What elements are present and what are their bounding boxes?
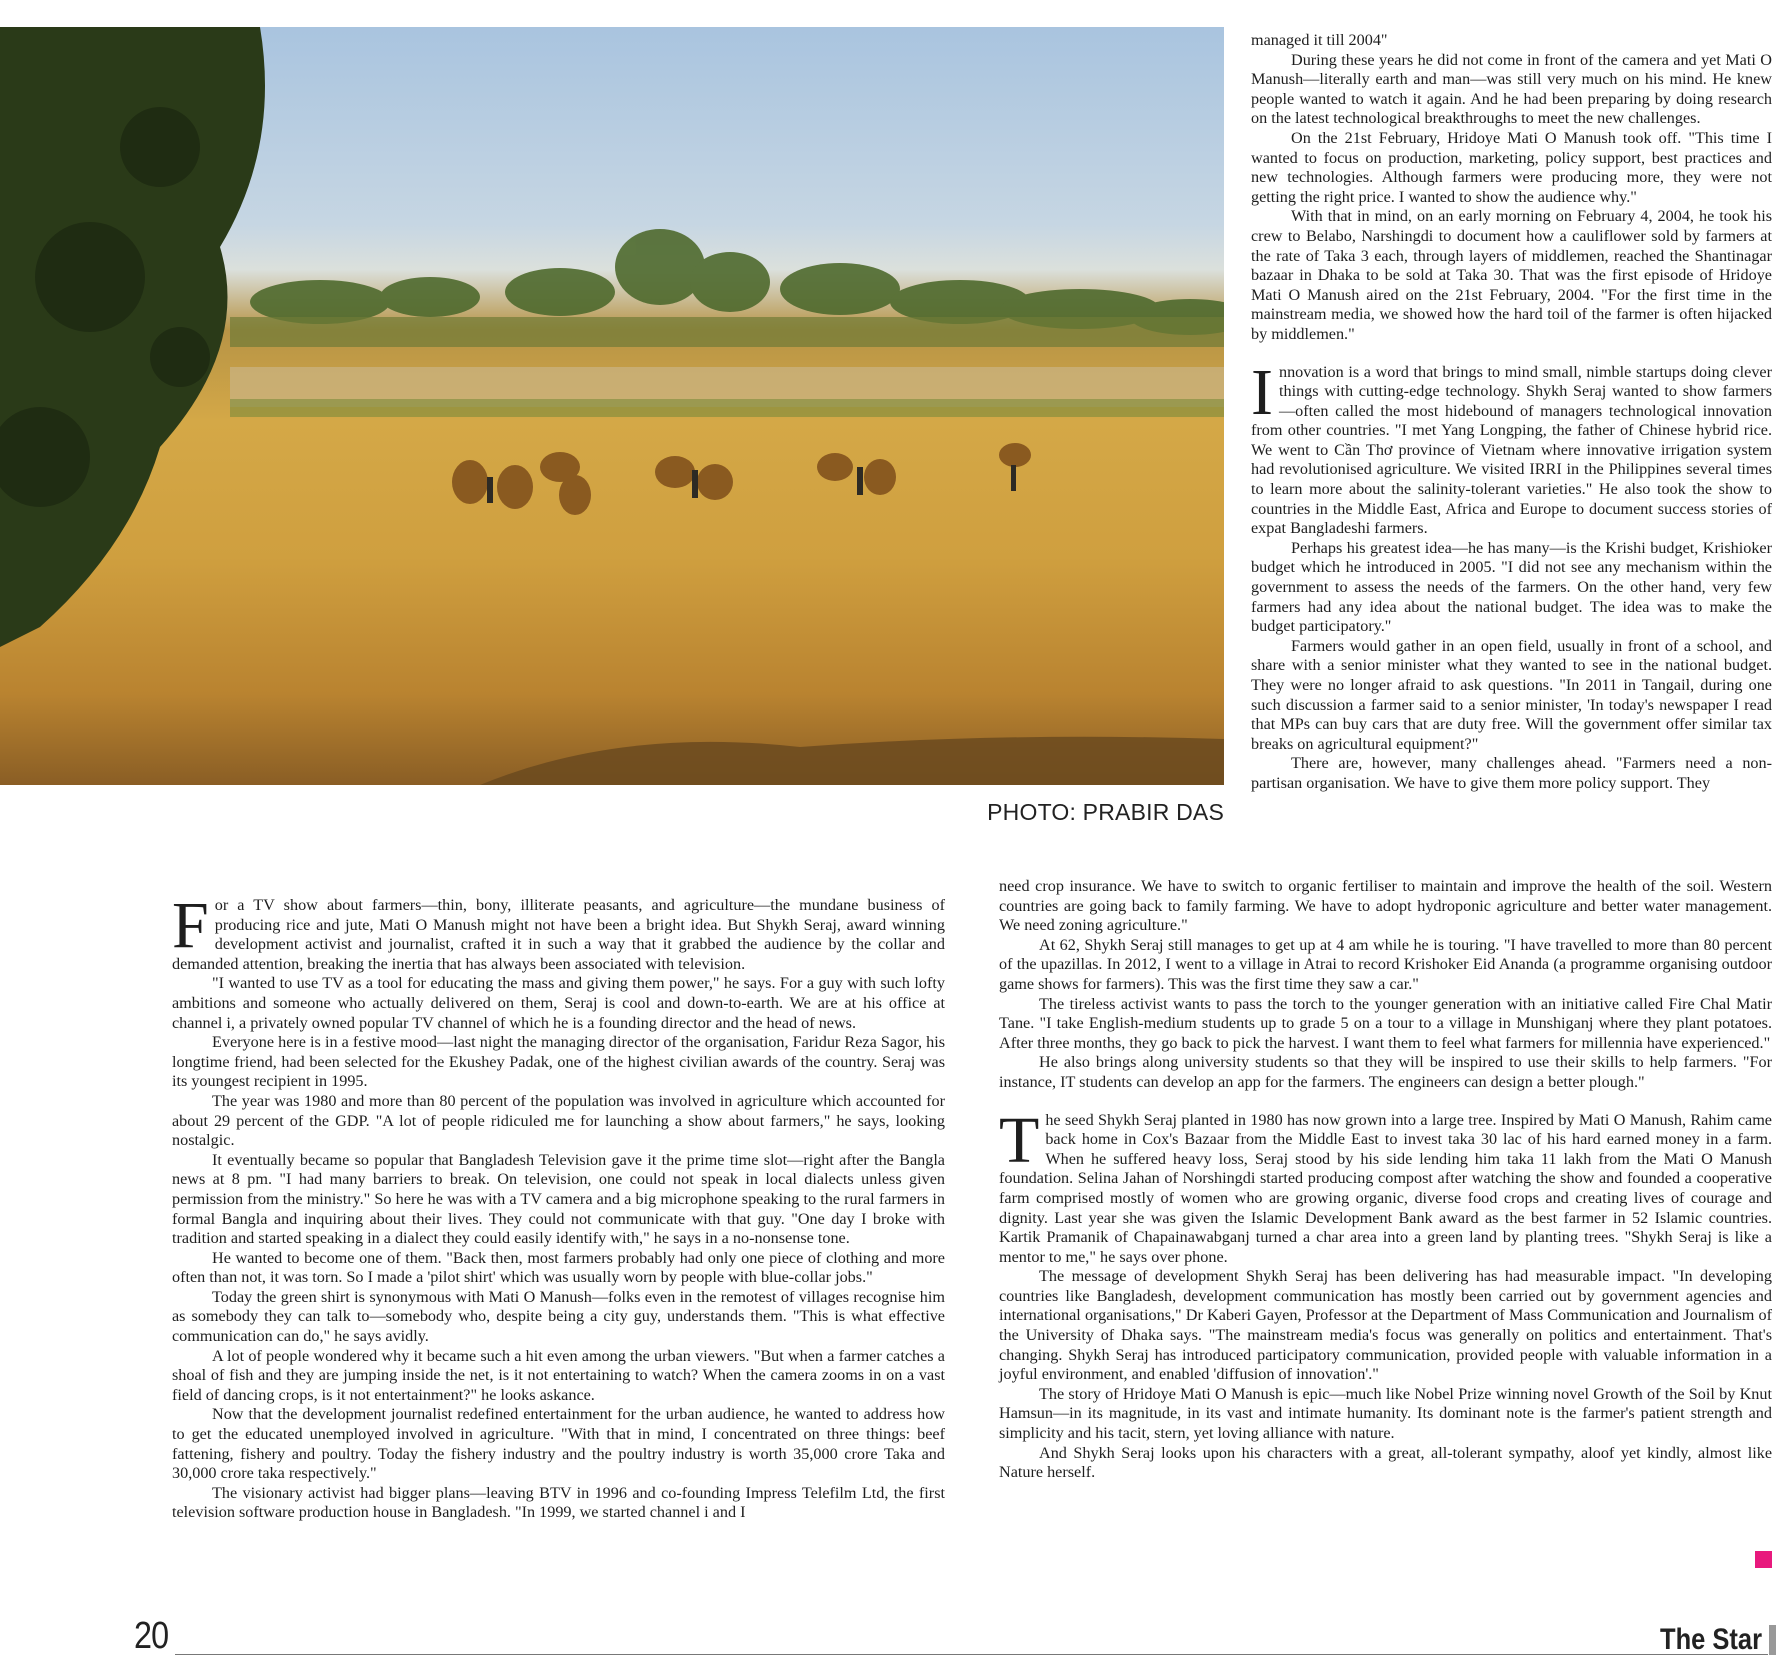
paragraph: He wanted to become one of them. "Back then, most farmers probably had only one piece of clothing and more often than not, it was torn. So I made a 'pilot shirt' which was usually worn by people with blue-collar jobs."	[172, 1248, 945, 1287]
paragraph: Today the green shirt is synonymous with Mati O Manush—folks even in the remotest of villages recognise him as somebody they can talk to—somebody who, despite being a city guy, understands them. "This is what effective communication can do," he says avidly.	[172, 1287, 945, 1346]
paragraph: It eventually became so popular that Bangladesh Television gave it the prime time slot—right after the Bangla news at 8 pm. "I had many barriers to break. On television, one could not speak in local dialects unless given permission from the ministry." So here he was with a TV camera and a big microphone speaking to the rural farmers in formal Bangla and inquiring about their lives. They could not communicate with that guy. "One day I broke with tradition and started speaking in a dialect they could easily identify with," he says in a no-nonsense tone.	[172, 1150, 945, 1248]
paragraph: The tireless activist wants to pass the torch to the younger generation with an initiative called Fire Chal Matir Tane. "I take English-medium students up to grade 5 on a tour to a village in Munshiganj where they plant potatoes. After three months, they go back to pick the harvest. I want them to feel what farmers for millennia have experienced."	[999, 994, 1772, 1052]
rice-field-photo	[0, 27, 1224, 785]
drop-cap: I	[1251, 355, 1273, 429]
field-illustration	[0, 27, 1224, 785]
publication-bar	[1769, 1625, 1776, 1655]
paragraph: The message of development Shykh Seraj has been delivering has had measurable impact. "In developing countries like Bangladesh, development communication has mostly been carried out by government agencies and international organisations," Dr Kaberi Gayen, Professor at the Department of Mass Communication and Journalism of the University of Dhaka says. "The mainstream media's focus was generally on politics and entertainment. That's changing. Shykh Seraj has introduced participatory communication, provided people with valuable information in a joyful environment, and enabled 'diffusion of innovation'."	[999, 1267, 1772, 1384]
drop-cap: F	[172, 889, 209, 962]
paragraph: Now that the development journalist redefined entertainment for the urban audience, he wanted to address how to get the educated unemployed involved in agriculture. "With that in mind, I concentrated on three things: beef fattening, fishery and poultry. Today the fishery industry and the poultry industry is worth 35,000 crore Taka and 30,000 crore taka respectively."	[172, 1405, 945, 1483]
paragraph: Everyone here is in a festive mood—last night the managing director of the organisation, Faridur Reza Sagor, his longtime friend, had been selected for the Ekushey Padak, one of the highest civilian awards of the country. Seraj was its youngest recipient in 1995.	[172, 1033, 945, 1091]
paragraph: And Shykh Seraj looks upon his characters with a great, all-tolerant sympathy, aloof yet kindly, almost like Nature herself.	[999, 1443, 1772, 1482]
paragraph: Farmers would gather in an open field, usually in front of a school, and share with a senior minister what they wanted to see in the national budget. They were no longer afraid to ask questions. "In 2011 in Tangail, during one such discussion a farmer said to a senior minister, 'In today's newspaper I read that MPs can buy cars that are duty free. Will the government offer similar tax breaks on agricultural equipment?"	[1251, 636, 1772, 753]
section-paragraph	[999, 1103, 1772, 1268]
paragraph: There are, however, many challenges ahead. "Farmers need a non-partisan organisation. We have to give them more policy support. They	[1251, 754, 1772, 792]
paragraph: need crop insurance. We have to switch to organic fertiliser to maintain and improve the health of the soil. Western countries are going back to family farming. We have to adopt hydroponic agriculture and better water management. We need zoning agriculture."	[999, 877, 1772, 935]
drop-cap: T	[999, 1103, 1040, 1177]
paragraph: The visionary activist had bigger plans—leaving BTV in 1996 and co-founding Impress Telefilm Ltd, the first television software production house in Bangladesh. "In 1999, we started channel i and I	[172, 1483, 945, 1522]
article-column-right-top	[1251, 31, 1772, 794]
article-column-right-bottom	[999, 877, 1772, 1483]
end-of-article-mark	[1755, 1551, 1772, 1568]
paragraph-text: he seed Shykh Seraj planted in 1980 has now grown into a large tree. Inspired by Mati O Manush, Rahim came back home in Cox's Bazaar from the Middle East to invest taka 30 lac of his hard earned money in a farm. When he suffered heavy loss, Seraj stood by his side lending him taka 11 lakh from the Mati O Manush foundation. Selina Jahan of Norshingdi started producing compost after watching the show and founded a cooperative farm comprised mostly of women who are growing organic, diverse food crops and creating lives of courage and dignity. Last year she was given the Islamic Development Bank award as the best farmer in 52 Islamic countries. Kartik Pramanik of Chapainawabganj turned a char area into a green land by planting trees. "Shykh Seraj is like a mentor to me," he says over phone.	[999, 1110, 1772, 1266]
lead-paragraph	[172, 889, 945, 974]
paragraph-text: nnovation is a word that brings to mind small, nimble startups doing clever things with cutting-edge technology. Shykh Seraj wanted to show farmers—often called the most hidebound of managers technological innovation from other countries. "I met Yang Longping, the father of Chinese hybrid rice. We went to Cần Thơ province of Vietnam where innovative irrigation system had revolutionised agriculture. We visited IRRI in the Philippines several times to learn more about the salinity-tolerant varieties." He also took the show to countries in the Middle East, Africa and Europe to document success stories of expat Bangladeshi farmers.	[1251, 362, 1772, 538]
paragraph: Perhaps his greatest idea—he has many—is the Krishi budget, Krishioker budget which he introduced in 2005. "I did not see any mechanism within the government to assess the needs of the farmers. On the other hand, very few farmers had any idea about the national budget. The idea was to make the budget participatory."	[1251, 538, 1772, 636]
article-column-left	[172, 889, 945, 1523]
paragraph: With that in mind, on an early morning on February 4, 2004, he took his crew to Belabo, Narshingdi to document how a cauliflower sold by farmers at the rate of Taka 3 each, through layers of middlemen, reached the Shantinagar bazaar in Dhaka to be sold at Taka 30. That was the first episode of Hridoye Mati O Manush aired on the 21st February, 2004. "For the first time in the mainstream media, we showed how the hard toil of the farmer is often hijacked by middlemen."	[1251, 207, 1772, 343]
paragraph: He also brings along university students so that they will be inspired to use their skills to help farmers. "For instance, IT students can develop an app for the farmers. The engineers can design a better plough."	[999, 1053, 1772, 1091]
paragraph: "I wanted to use TV as a tool for educating the mass and giving them power," he says. For a guy with such lofty ambitions and someone who actually delivered on them, Seraj is cool and down-to-earth. We are at his office at channel i, a privately owned popular TV channel of which he is a founding director and the head of news.	[172, 974, 945, 1032]
paragraph: A lot of people wondered why it became such a hit even among the urban viewers. "But when a farmer catches a shoal of fish and they are jumping inside the net, is it not entertaining to watch? When the camera zooms in on a vast field of dancing crops, is it not entertainment?" he looks askance.	[172, 1346, 945, 1404]
section-paragraph	[1251, 355, 1772, 539]
footer-rule	[175, 1654, 1768, 1655]
photo-credit: PHOTO: PRABIR DAS	[987, 799, 1224, 825]
publication-name: The Star	[1659, 1623, 1762, 1656]
paragraph: managed it till 2004"	[1251, 31, 1388, 49]
paragraph: The year was 1980 and more than 80 percent of the population was involved in agriculture which accounted for about 29 percent of the GDP. "A lot of people ridiculed me for launching a show about farmers," he says, looking nostalgic.	[172, 1091, 945, 1150]
paragraph-text: or a TV show about farmers—thin, bony, illiterate peasants, and agriculture—the mundane business of producing rice and jute, Mati O Manush might not have been a bright idea. But Shykh Seraj, award winning development activist and journalist, crafted it in such a way that it grabbed the audience by the collar and demanded attention, breaking the inertia that has always been associated with television.	[172, 896, 945, 973]
paragraph: During these years he did not come in front of the camera and yet Mati O Manush—literally earth and man—was still very much on his mind. He knew people wanted to watch it again. And he had been preparing by doing research on the latest technological breakthroughs to meet the new challenges.	[1251, 50, 1772, 128]
page-number: 20	[134, 1615, 169, 1657]
paragraph: On the 21st February, Hridoye Mati O Manush took off. "This time I wanted to focus on production, marketing, policy support, best practices and new technologies. Although farmers were producing more, they were not getting the right price. I wanted to show the audience why."	[1251, 128, 1772, 206]
paragraph: The story of Hridoye Mati O Manush is epic—much like Nobel Prize winning novel Growth of the Soil by Knut Hamsun—in its magnitude, in its vast and intimate humanity. Its dominant note is the farmer's patient strength and simplicity and his tacit, stern, yet loving alliance with nature.	[999, 1384, 1772, 1443]
paragraph: At 62, Shykh Seraj still manages to get up at 4 am while he is touring. "I have travelled to more than 80 percent of the upazillas. In 2012, I went to a village in Atrai to record Krishoker Eid Ananda (a programme organising outdoor game shows for farmers). This was the first time they saw a car."	[999, 935, 1772, 993]
